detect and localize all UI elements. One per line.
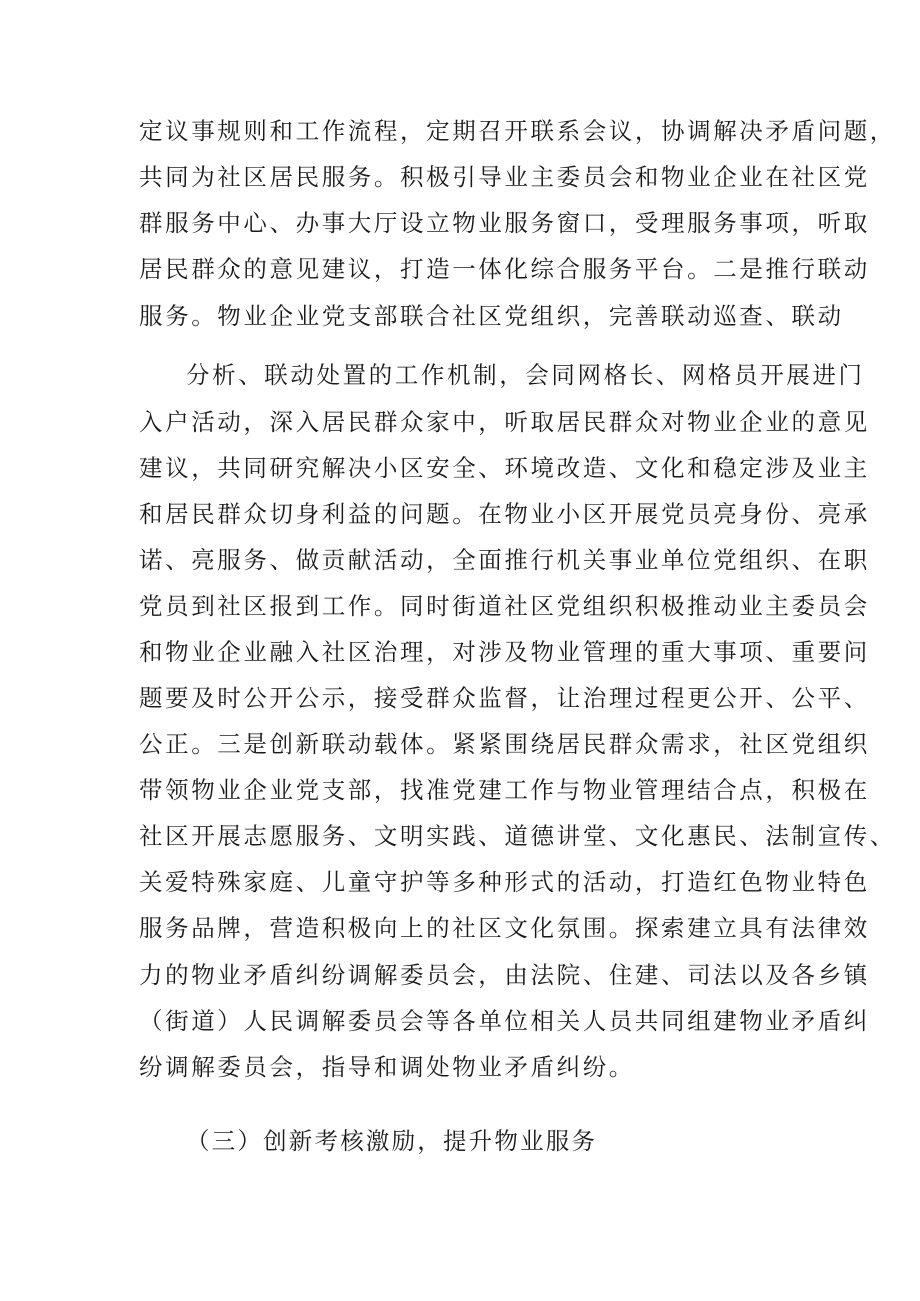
- text-line: 带领物业企业党支部，找准党建工作与物业管理结合点，积极在: [139, 776, 870, 804]
- text-line: （街道）人民调解委员会等各单位相关人员共同组建物业矛盾纠: [139, 1007, 870, 1035]
- text-line: 定议事规则和工作流程，定期召开联系会议，协调解决矛盾问题，: [139, 117, 896, 145]
- text-line: 公正。三是创新联动载体。紧紧围绕居民群众需求，社区党组织: [139, 730, 870, 758]
- text-line: 纷调解委员会，指导和调处物业矛盾纠纷。: [139, 1053, 635, 1081]
- text-line: 党员到社区报到工作。同时街道社区党组织积极推动业主委员会: [139, 592, 870, 620]
- text-line-indented: 分析、联动处置的工作机制，会同网格长、网格员开展进门: [186, 361, 865, 389]
- text-line: 关爱特殊家庭、儿童守护等多种形式的活动，打造红色物业特色: [139, 868, 870, 896]
- text-line: 诺、亮服务、做贡献活动，全面推行机关事业单位党组织、在职: [139, 546, 870, 574]
- text-line: 入户活动，深入居民群众家中，听取居民群众对物业企业的意见: [139, 408, 870, 436]
- text-line: 社区开展志愿服务、文明实践、道德讲堂、文化惠民、法制宣传、: [139, 822, 896, 850]
- text-line: 服务品牌，营造积极向上的社区文化氛围。探索建立具有法律效: [139, 914, 870, 942]
- section-heading: （三）创新考核激励，提升物业服务: [186, 1127, 598, 1155]
- text-line: 群服务中心、办事大厅设立物业服务窗口，受理服务事项，听取: [139, 209, 870, 237]
- text-line: 题要及时公开公示，接受群众监督，让治理过程更公开、公平、: [139, 684, 870, 712]
- text-line: 和物业企业融入社区治理，对涉及物业管理的重大事项、重要问: [139, 638, 870, 666]
- text-line: 建议，共同研究解决小区安全、环境改造、文化和稳定涉及业主: [139, 454, 870, 482]
- text-line: 服务。物业企业党支部联合社区党组织，完善联动巡查、联动: [139, 302, 844, 330]
- text-line: 力的物业矛盾纠纷调解委员会，由法院、住建、司法以及各乡镇: [139, 961, 870, 989]
- text-line: 居民群众的意见建议，打造一体化综合服务平台。二是推行联动: [139, 255, 870, 283]
- text-line: 和居民群众切身利益的问题。在物业小区开展党员亮身份、亮承: [139, 500, 870, 528]
- text-line: 共同为社区居民服务。积极引导业主委员会和物业企业在社区党: [139, 163, 870, 191]
